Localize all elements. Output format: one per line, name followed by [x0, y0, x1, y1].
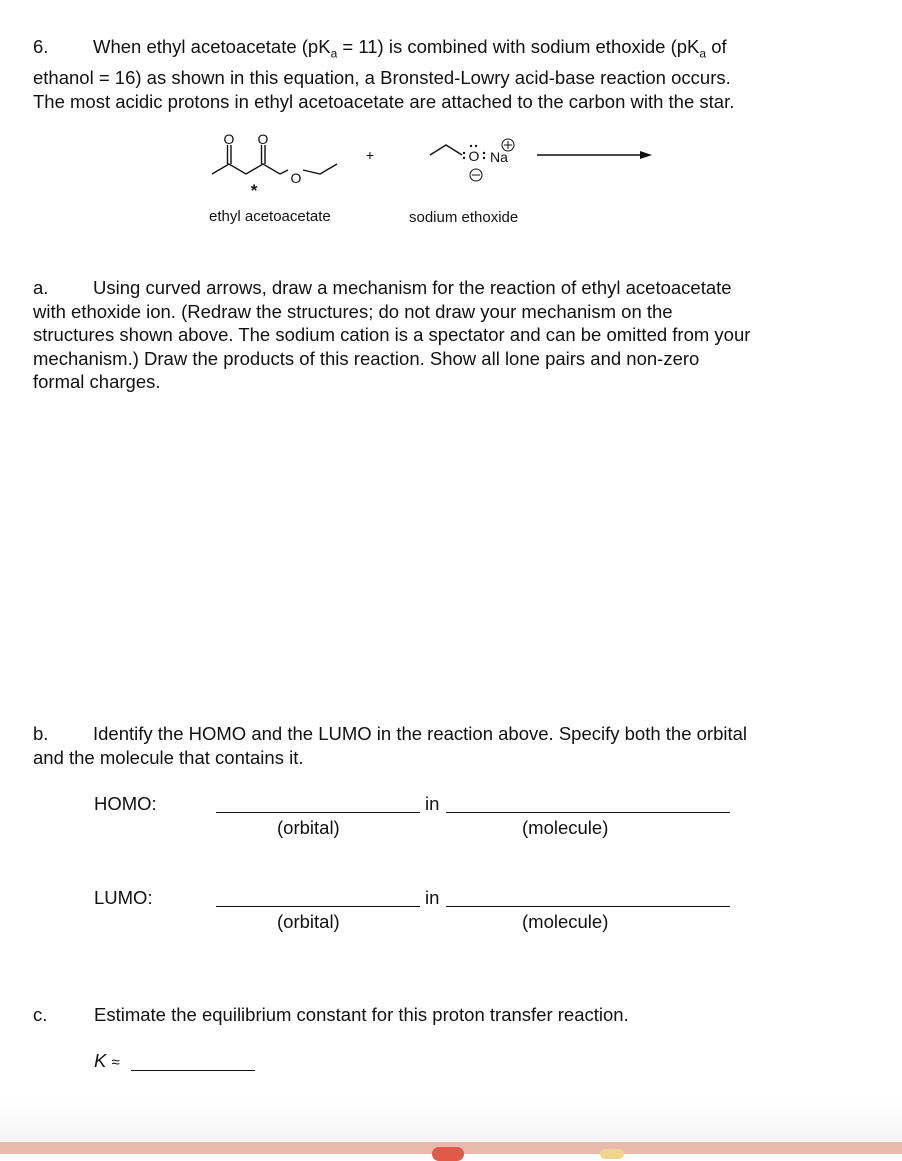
question-number: 6. [33, 36, 49, 57]
ethyl-acetoacetate-label: ethyl acetoacetate [209, 208, 331, 225]
k-answer-blank[interactable] [131, 1070, 255, 1071]
ethyl-acetoacetate-structure [212, 145, 337, 174]
part-a-letter: a. [33, 277, 49, 298]
sodium-symbol: Na [490, 149, 508, 165]
part-a-line-1: a. Using curved arrows, draw a mechanism for the reaction of ethyl acetoacetate [33, 277, 732, 298]
lumo-orbital-blank[interactable] [216, 906, 420, 907]
part-a-line-2: with ethoxide ion. (Redraw the structures; do not draw your mechanism on the [33, 300, 673, 322]
sodium-ethoxide-structure [430, 145, 462, 155]
question-line-3: The most acidic protons in ethyl acetoacetate are attached to the carbon with the star. [33, 90, 735, 112]
ester-carbonyl-oxygen: O [257, 131, 269, 147]
lumo-label: LUMO: [94, 887, 153, 908]
part-b-line-1: b. Identify the HOMO and the LUMO in the reaction above. Specify both the orbital [33, 723, 748, 744]
lumo-molecule-blank[interactable] [446, 906, 730, 907]
homo-in-word: in [425, 793, 440, 814]
part-a-line-3: structures shown above. The sodium cation is a spectator and can be omitted from your [33, 324, 751, 345]
positive-charge-icon [502, 139, 514, 151]
lumo-orbital-caption: (orbital) [277, 911, 340, 932]
ketone-oxygen: O [223, 131, 235, 147]
part-a-line-4: mechanism.) Draw the products of this reaction. Show all lone pairs and non-zero [33, 347, 700, 369]
part-b-line-2: and the molecule that contains it. [33, 746, 304, 768]
part-c-letter: c. [33, 1004, 48, 1025]
part-c-text: Estimate the equilibrium constant for this proton transfer reaction. [94, 1004, 629, 1025]
homo-molecule-blank[interactable] [446, 812, 730, 813]
acidic-carbon-star: * [250, 181, 258, 200]
k-label: K ≈ [94, 1050, 120, 1071]
ethoxide-oxygen: O [468, 148, 480, 164]
negative-charge-icon [470, 169, 482, 181]
reaction-arrow [537, 151, 652, 159]
page-bottom-fade [0, 1100, 902, 1142]
toolbar-red-button-icon[interactable] [432, 1147, 464, 1161]
question-line-1: 6. When ethyl acetoacetate $(pK_a = 11)$ is combined with sodium ethoxide ($pK_a$ of [33, 36, 727, 61]
toolbar-yellow-button-icon[interactable] [600, 1149, 624, 1159]
sodium-ethoxide-label: sodium ethoxide [409, 209, 519, 226]
lumo-molecule-caption: (molecule) [522, 911, 609, 932]
plus-sign: + [365, 147, 375, 163]
homo-label: HOMO: [94, 793, 157, 814]
lumo-in-word: in [425, 887, 440, 908]
homo-orbital-blank[interactable] [216, 812, 420, 813]
question-intro [33, 35, 853, 113]
ester-oxygen: O [290, 170, 302, 186]
part-b [33, 722, 853, 769]
homo-orbital-caption: (orbital) [277, 817, 340, 838]
question-line-2: ethanol = 16) as shown in this equation, a Bronsted-Lowry acid-base reaction occurs. [33, 67, 731, 89]
part-b-letter: b. [33, 723, 49, 744]
part-a [33, 276, 853, 394]
homo-molecule-caption: (molecule) [522, 817, 609, 838]
part-a-line-5: formal charges. [33, 371, 161, 392]
